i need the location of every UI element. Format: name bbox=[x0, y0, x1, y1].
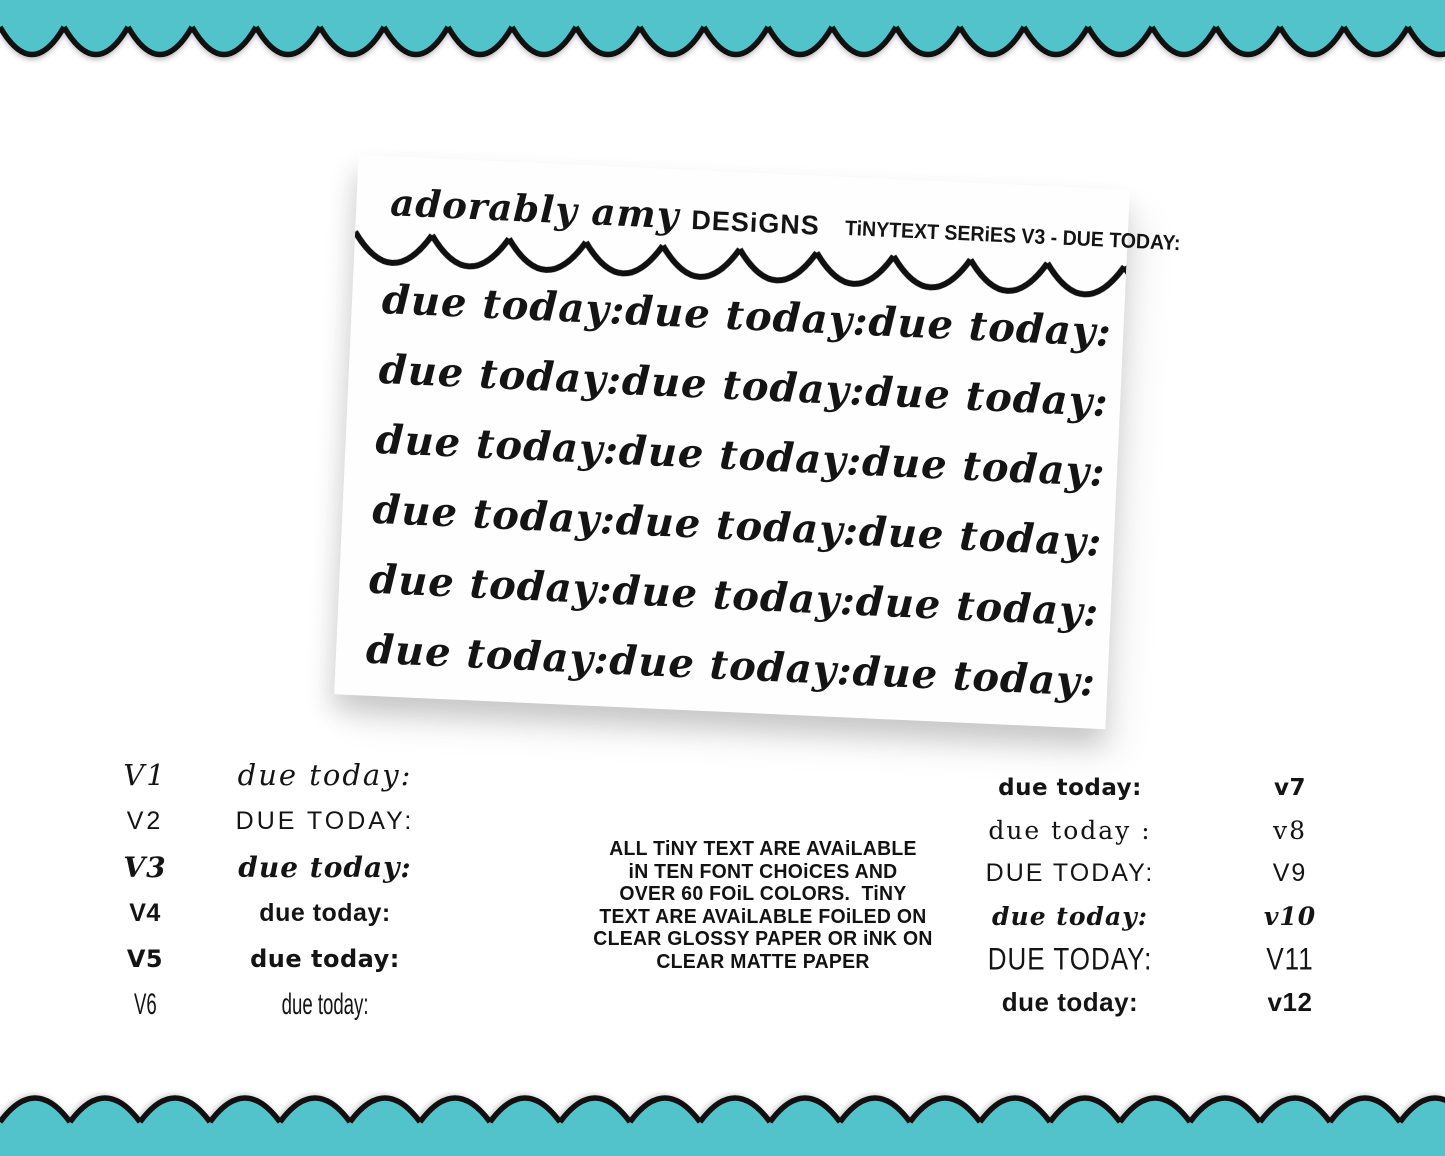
version-label: V9 bbox=[1272, 859, 1308, 887]
sample-row-v12 bbox=[960, 981, 1360, 1024]
sample-text: due today: bbox=[237, 758, 413, 792]
sticker-text: due today: bbox=[851, 647, 1098, 706]
sample-row-v9 bbox=[960, 852, 1360, 895]
sample-text: due today: bbox=[992, 902, 1148, 931]
sample-text: due today: bbox=[1001, 987, 1139, 1017]
sticker-text: due today: bbox=[854, 577, 1101, 636]
brand-logo-caps: DESiGNS bbox=[690, 204, 821, 241]
version-label: V1 bbox=[123, 758, 167, 792]
sticker-text: due today: bbox=[374, 415, 621, 474]
sample-text: DUE TODAY: bbox=[985, 859, 1155, 887]
sticker-text: due today: bbox=[608, 636, 854, 695]
sticker-sheet bbox=[334, 155, 1181, 729]
series-title: TiNYTEXT SERiES V3 - DUE TODAY: bbox=[844, 216, 1181, 256]
sample-text: due today : bbox=[988, 816, 1152, 845]
sample-text: due today: bbox=[281, 988, 369, 1021]
sticker-text: due today: bbox=[614, 496, 861, 555]
availability-note-line: ALL TiNY TEXT ARE AVAiLABLE bbox=[609, 838, 917, 860]
availability-note-line: CLEAR GLOSSY PAPER OR iNK ON bbox=[593, 928, 933, 950]
sample-row-v7 bbox=[960, 766, 1360, 809]
sample-row-v2 bbox=[110, 798, 470, 844]
brand-logo-script: adorably amy bbox=[389, 180, 681, 238]
version-label: V11 bbox=[1266, 940, 1314, 977]
sticker-text: due today: bbox=[861, 437, 1107, 496]
availability-note-line: CLEAR MATTE PAPER bbox=[656, 950, 870, 973]
version-label: V5 bbox=[126, 945, 164, 973]
sticker-text: due today: bbox=[365, 625, 611, 684]
sample-text: due today: bbox=[998, 774, 1142, 801]
version-label: V6 bbox=[133, 988, 157, 1021]
version-label: V3 bbox=[123, 850, 167, 884]
font-samples-left bbox=[110, 752, 470, 1028]
font-samples-right bbox=[960, 766, 1360, 1024]
sample-text: due today: bbox=[238, 850, 412, 884]
sample-row-v8 bbox=[960, 809, 1360, 852]
sample-row-v4 bbox=[110, 890, 470, 936]
sticker-text: due today: bbox=[371, 485, 617, 544]
sticker-text: due today: bbox=[611, 566, 857, 625]
sticker-text: due today: bbox=[867, 297, 1113, 356]
sticker-text: due today: bbox=[864, 367, 1110, 426]
version-label: v7 bbox=[1274, 774, 1306, 801]
version-label: v8 bbox=[1272, 816, 1308, 845]
sticker-text: due today: bbox=[368, 555, 614, 614]
version-label: V4 bbox=[129, 898, 161, 927]
sticker-text: due today: bbox=[858, 507, 1104, 566]
sticker-text: due today: bbox=[624, 286, 870, 345]
version-label: V2 bbox=[126, 806, 164, 835]
sample-text: due today: bbox=[259, 898, 391, 927]
sample-row-v11 bbox=[960, 938, 1360, 981]
availability-note-line: iN TEN FONT CHOiCES AND bbox=[628, 860, 898, 883]
availability-note-line: OVER 60 FOiL COLORS. TiNY bbox=[619, 883, 907, 905]
sticker-text: due today: bbox=[621, 356, 867, 415]
sticker-text: due today: bbox=[377, 345, 624, 404]
top-scallop-border bbox=[0, 0, 1445, 62]
version-label: v10 bbox=[1263, 902, 1317, 931]
version-label: v12 bbox=[1267, 987, 1313, 1017]
sticker-text: due today: bbox=[381, 275, 627, 334]
sample-text: due today: bbox=[250, 945, 400, 973]
sample-row-v6 bbox=[110, 982, 470, 1028]
bottom-scallop-border bbox=[0, 1090, 1445, 1156]
sample-text: DUE TODAY: bbox=[987, 940, 1153, 977]
sticker-grid bbox=[335, 263, 1125, 718]
availability-note bbox=[569, 838, 957, 973]
sample-row-v10 bbox=[960, 895, 1360, 938]
sample-row-v5 bbox=[110, 936, 470, 982]
sticker-text: due today: bbox=[617, 426, 864, 485]
availability-note-line: TEXT ARE AVAiLABLE FOiLED ON bbox=[599, 905, 927, 928]
sample-row-v1 bbox=[110, 752, 470, 798]
sample-text: DUE TODAY: bbox=[235, 806, 415, 835]
sample-row-v3 bbox=[110, 844, 470, 890]
